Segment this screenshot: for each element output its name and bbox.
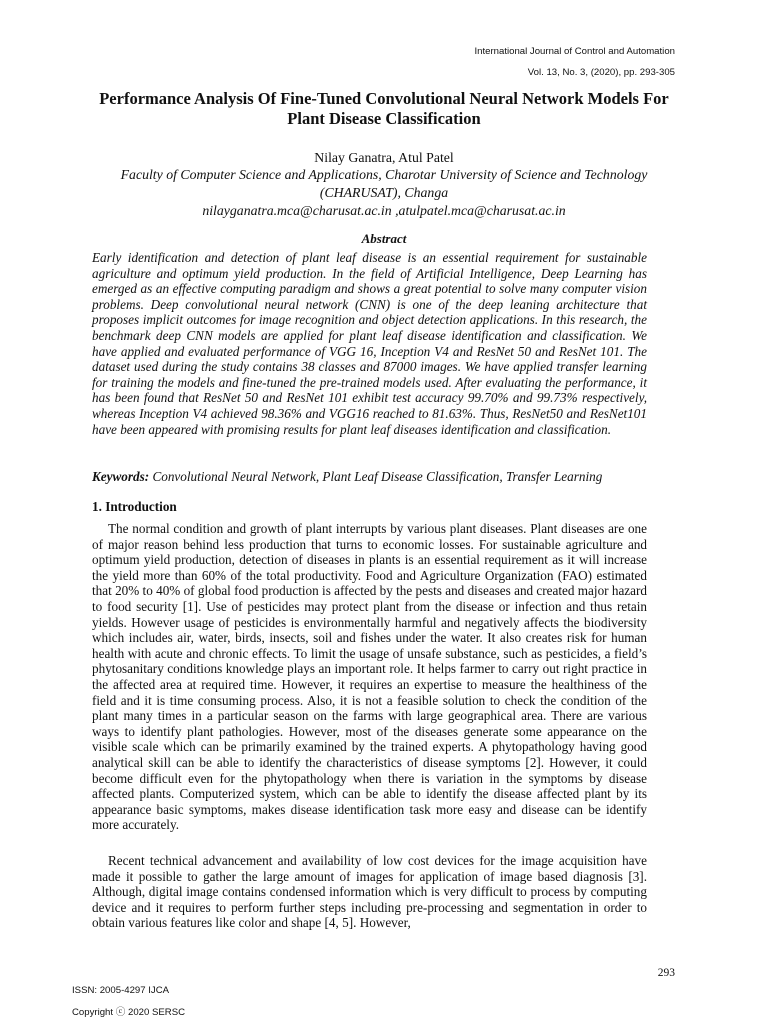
journal-name: International Journal of Control and Automation <box>474 46 675 57</box>
affiliation: Faculty of Computer Science and Applications, Charotar University of Science and Technology (CHARUSAT), Changa <box>120 167 648 200</box>
paper-title: Performance Analysis Of Fine-Tuned Convolutional Neural Network Models For Plant Disease Classification <box>99 89 669 128</box>
abstract-text: Early identification and detection of plant leaf disease is an essential requirement for sustainable agriculture and optimum yield production. In the field of Artificial Intelligence, Deep Learning has emerged as an effective computing paradigm and shows a great potential to solve many computer vision problems. Deep convolutional neural network (CNN) is one of the deep leaning architecture that proposes implicit outcomes for image recognition and object detection applications. In this research, the benchmark deep CNN models are applied for plant leaf disease identification and classification. We have applied and evaluated performance of VGG 16, Inception V4 and ResNet 50 and ResNet 101. The dataset used during the study contains 38 classes and 87000 images. We have applied transfer learning for training the models and fine-tuned the pre-trained models used. After evaluating the performance, it has been found that ResNet 50 and ResNet 101 exhibit test accuracy 99.70% and 99.73% respectively, whereas Inception V4 achieved 98.36% and VGG16 reached to 81.63%. Thus, ResNet50 and ResNet101 have been appeared with promising results for plant leaf diseases identification and classification. <box>92 250 647 437</box>
abstract-heading: Abstract <box>361 231 407 246</box>
issn: ISSN: 2005-4297 IJCA <box>72 985 170 996</box>
page-number: 293 <box>657 967 675 979</box>
author-affiliation-block <box>92 166 676 220</box>
journal-volume: Vol. 13, No. 3, (2020), pp. 293-305 <box>527 67 675 78</box>
author-emails: nilayganatra.mca@charusat.ac.in ,atulpatel.mca@charusat.ac.in <box>202 203 566 218</box>
section-heading-introduction: 1. Introduction <box>92 499 177 514</box>
keywords-label: Keywords: <box>92 469 150 484</box>
paper-authors: Nilay Ganatra, Atul Patel <box>314 150 454 165</box>
keywords-list: Convolutional Neural Network, Plant Leaf Disease Classification, Transfer Learning <box>152 469 603 484</box>
copyright: Copyright ⓒ 2020 SERSC <box>72 1007 186 1018</box>
intro-paragraph: Recent technical advancement and availability of low cost devices for the image acquisition have made it possible to gather the large amount of images for application of image based diagnosis [3]. Although, digital image contains condensed information which is very difficult to process by computing device and it requires to perform further steps including pre-processing and segmentation in order to obtain various features like color and shape [4, 5]. However, <box>92 853 647 931</box>
intro-paragraph: The normal condition and growth of plant interrupts by various plant diseases. Plant diseases are one of major reason behind less production that turns to economic losses. For sustainable agriculture and optimum yield production, detection of diseases in plants is an essential requirement as it will increase the yield more than 60% of the total productivity. Food and Agriculture Organization (FAO) estimated that 20% to 40% of global food production is affected by the pests and diseases and created major hazard to food security [1]. Use of pesticides may protect plant from the disease or infection and thus retain yields. However usage of pesticides is environmentally harmful and negatively affects the biodiversity which includes air, water, birds, insects, soil and fishes under the water. It also creates risk for human health with acute and chronic effects. To limit the usage of unsafe substance, such as pesticides, a field’s phytosanitary conditions knowledge plays an important role. It helps farmer to carry out right practice in the affected area at required time. However, it requires an expertise to measure the healthiness of the field and it is time consuming process. Also, it is not a feasible solution to check the condition of the plant many times in a particular season on the farms with large geographical area. There are various ways to identify plant pathologies. However, most of the diseases generate some appearance on the visible scale which can be primarily examined by the trained experts. A phytopathology having good analytical skill can be able to identify the characteristics of disease symptoms [2]. However, it could become difficult even for the phytopathology when there is variation in the symptoms by disease affected plants. Computerized system, which can be able to identify the disease affected plant by its appearance basic symptoms, makes disease identification task more easy and disease can be identify more accurately. <box>92 521 647 833</box>
keywords <box>92 469 652 485</box>
